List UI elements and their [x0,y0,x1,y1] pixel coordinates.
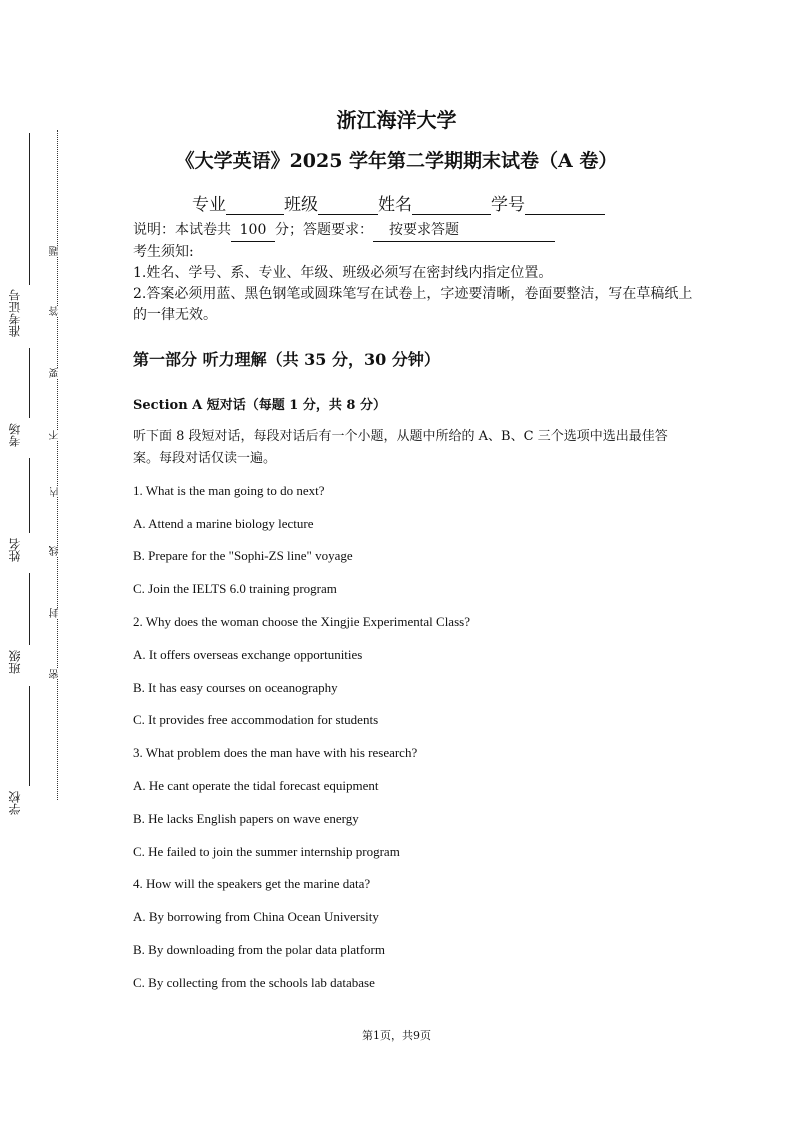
student-id-blank[interactable] [525,196,605,215]
side-label-school: 学校 [8,791,22,815]
seal-char: 不 [50,430,64,440]
notice-1: 1.姓名、学号、系、专业、年级、班级必须写在密封线内指定位置。 [133,265,553,281]
answer-requirement: 按要求答题 [373,220,555,242]
answer-option: C. He failed to join the summer internship program [133,844,400,859]
answer-option: C. It provides free accommodation for students [133,712,379,727]
page-footer: 第1页，共9页 [362,1029,431,1042]
answer-option: B. Prepare for the "Sophi-ZS line" voyage [133,548,353,563]
field-label-student-id: 学号 [491,195,525,215]
question-stem: 1. What is the man going to do next? [133,483,325,498]
seal-char: 内 [50,487,64,497]
notes-prefix: 说明：本试卷共 [133,222,231,238]
field-label-name: 姓名 [378,195,412,215]
answer-option: C. Join the IELTS 6.0 training program [133,581,337,596]
class-blank[interactable] [318,196,378,215]
answer-option: A. He cant operate the tidal forecast equipment [133,778,379,793]
section-title: Section A 短对话（每题 1 分，共 8 分） [133,398,386,413]
seal-char: 线 [50,546,64,556]
question-stem: 2. Why does the woman choose the Xingjie Experimental Class? [133,614,470,629]
field-label-class: 班级 [284,195,318,215]
answer-option: A. It offers overseas exchange opportunities [133,647,363,662]
answer-option: B. It has easy courses on oceanography [133,680,338,695]
exam-notes [133,220,693,326]
field-line-exam-room [29,348,30,418]
question-stem: 4. How will the speakers get the marine data? [133,876,371,891]
notes-mid: 分；答题要求： [275,222,373,238]
answer-option: C. By collecting from the schools lab database [133,975,375,990]
seal-char: 要 [50,368,64,378]
side-label-exam-number: 准考证号 [8,289,22,337]
part-title: 第一部分 听力理解（共 35 分，30 分钟） [133,350,440,369]
student-info-fields [192,190,605,215]
seal-char: 密 [50,669,64,679]
major-blank[interactable] [226,196,284,215]
section-instruction: 听下面 8 段短对话，每段对话后有一个小题，从题中所给的 A、B、C 三个选项中选出最佳答案。每段对话仅读一遍。 [133,429,668,466]
seal-line [57,130,58,800]
side-label-name: 姓名 [8,538,22,562]
answer-option: A. Attend a marine biology lecture [133,516,314,531]
total-score: 100 [231,220,275,242]
exam-title: 《大学英语》2025 学年第二学期期末试卷（A 卷） [175,150,618,172]
answer-option: B. He lacks English papers on wave energy [133,811,359,826]
answer-option: A. By borrowing from China Ocean University [133,909,379,924]
answer-option: B. By downloading from the polar data platform [133,942,386,957]
field-line-class [29,573,30,645]
question-stem: 3. What problem does the man have with his research? [133,745,418,760]
notice-2: 2.答案必须用蓝、黑色钢笔或圆珠笔写在试卷上，字迹要清晰，卷面要整洁，写在草稿纸上的一律无效。 [133,286,693,323]
university-title: 浙江海洋大学 [336,108,457,132]
seal-char: 答 [50,306,64,316]
side-label-exam-room: 考场 [8,423,22,447]
field-line-name [29,458,30,533]
field-line-school [29,686,30,786]
seal-char: 题 [50,246,64,256]
field-label-major: 专业 [192,195,226,215]
notice-title: 考生须知: [133,244,194,260]
name-blank[interactable] [412,196,491,215]
side-label-class: 班级 [8,650,22,674]
seal-char: 封 [50,608,64,618]
